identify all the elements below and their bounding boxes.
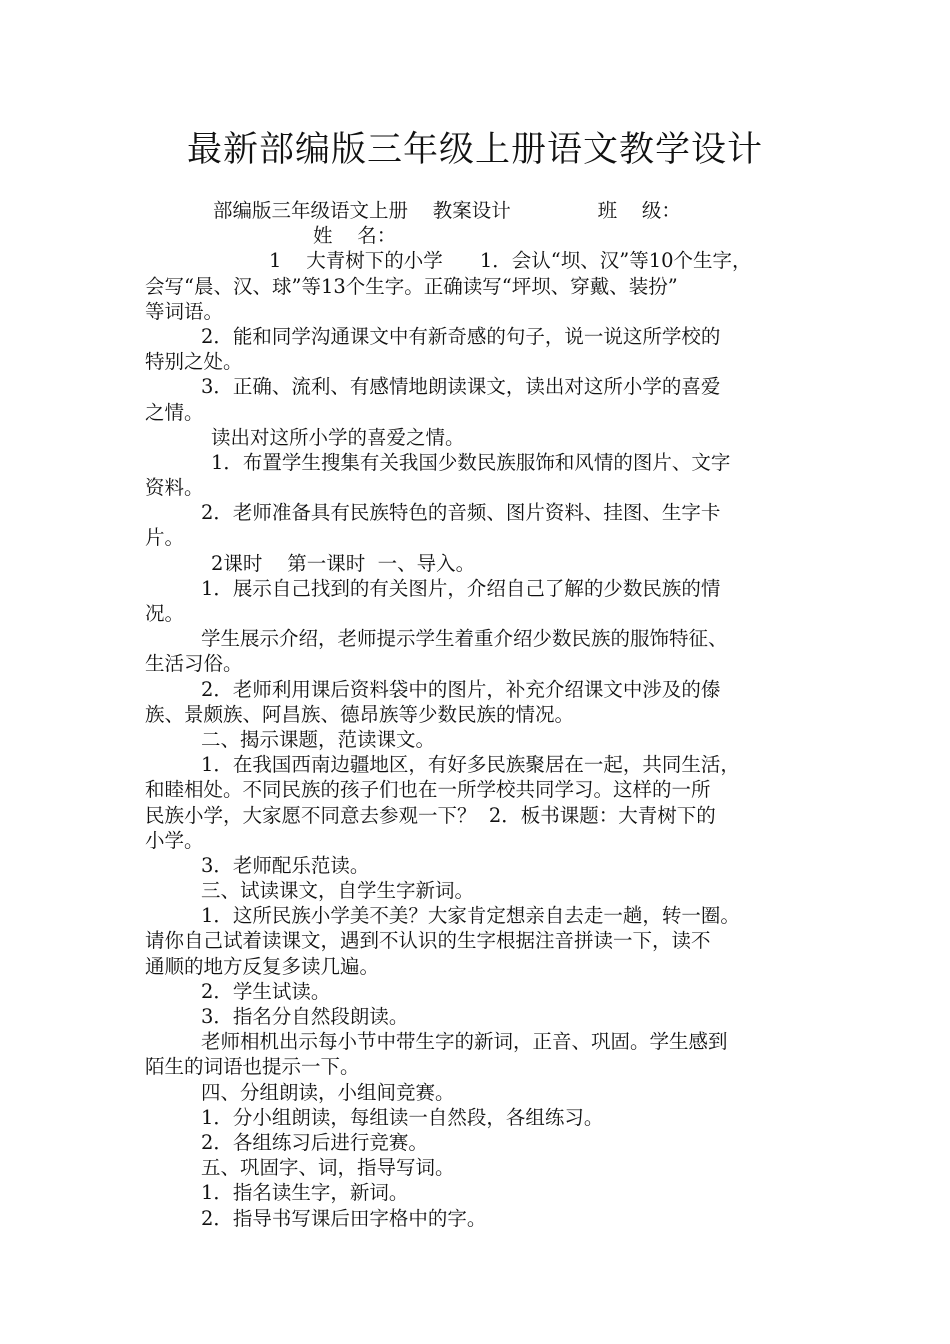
text-line: [145, 248, 810, 273]
text-line-content: 1．分小组朗读，每组读一自然段，各组练习。: [201, 1105, 604, 1129]
text-line-content: 部编版三年级语文上册 教案设计 班 级：: [213, 199, 681, 222]
text-line: [145, 677, 810, 702]
text-line: [145, 928, 810, 953]
text-line: [145, 828, 810, 853]
text-line: [145, 400, 810, 425]
text-line: [145, 1029, 810, 1054]
text-line-content: 会写“晨、汉、球”等13个生字。正确读写“坪坝、穿戴、装扮”: [145, 274, 678, 298]
text-line-content: 2．老师准备具有民族特色的音频、图片资料、挂图、生字卡: [201, 501, 721, 525]
document-body: [145, 198, 810, 1231]
text-line: [145, 727, 810, 752]
text-line-content: 五、巩固字、词，指导写词。: [201, 1156, 455, 1180]
text-line-content: 3．老师配乐范读。: [201, 853, 370, 877]
text-line-content: 读出对这所小学的喜爱之情。: [211, 425, 465, 449]
text-line: [145, 450, 810, 475]
text-line: [145, 324, 810, 349]
text-line-content: 民族小学，大家愿不同意去参观一下？ 2．板书课题：大青树下的: [145, 803, 716, 827]
text-line-content: 1．在我国西南边疆地区，有好多民族聚居在一起，共同生活，: [201, 753, 740, 777]
text-line: [145, 1080, 810, 1105]
text-line-content: 学生展示介绍，老师提示学生着重介绍少数民族的服饰特征、: [201, 627, 728, 651]
text-line: [145, 752, 810, 777]
text-line-content: 等词语。: [145, 299, 224, 323]
text-line-content: 小学。: [145, 828, 204, 852]
text-line-content: 3．正确、流利、有感情地朗读课文，读出对这所小学的喜爱: [201, 375, 721, 399]
text-line-content: 2．各组练习后进行竞赛。: [201, 1130, 428, 1154]
text-line: [145, 525, 810, 550]
text-line: [145, 979, 810, 1004]
text-line-content: 1 大青树下的小学 1．会认“坝、汉”等10个生字，: [269, 249, 752, 273]
text-line-content: 和睦相处。不同民族的孩子们也在一所学校共同学习。这样的一所: [145, 778, 711, 802]
text-line-content: 3．指名分自然段朗读。: [201, 1005, 409, 1028]
text-line: [145, 1155, 810, 1180]
text-line-content: 2．指导书写课后田字格中的字。: [201, 1206, 487, 1230]
text-line-content: 生活习俗。: [145, 652, 243, 676]
text-line-content: 资料。: [145, 476, 204, 500]
text-line-content: 请你自己试着读课文，遇到不认识的生字根据注音拼读一下，读不: [145, 929, 711, 953]
document-title: 最新部编版三年级上册语文教学设计: [186, 130, 763, 170]
text-line: [145, 903, 810, 928]
text-line: [145, 198, 810, 223]
text-line-content: 2课时 第一课时 一、导入。: [211, 551, 476, 575]
text-line: [145, 651, 810, 676]
text-line-content: 四、分组朗读，小组间竞赛。: [201, 1080, 455, 1104]
text-line-content: 1．展示自己找到的有关图片，介绍自己了解的少数民族的情: [201, 576, 721, 600]
text-line: [145, 803, 810, 828]
text-line-content: 1．布置学生搜集有关我国少数民族服饰和风情的图片、文字: [211, 450, 731, 474]
text-line-content: 三、试读课文，自学生字新词。: [201, 879, 475, 903]
text-line-content: 陌生的词语也提示一下。: [145, 1055, 360, 1079]
text-line: [145, 601, 810, 626]
text-line-content: 族、景颇族、阿昌族、德昂族等少数民族的情况。: [145, 702, 575, 726]
text-line-content: 1．这所民族小学美不美？大家肯定想亲自去走一趟，转一圈。: [201, 904, 740, 928]
text-line: [145, 1004, 810, 1029]
text-line: [145, 500, 810, 525]
text-line: [145, 576, 810, 601]
text-line-content: 2．能和同学沟通课文中有新奇感的句子，说一说这所学校的: [201, 324, 721, 348]
text-line: [145, 425, 810, 450]
text-line: [145, 223, 810, 248]
text-line-content: 2．老师利用课后资料袋中的图片，补充介绍课文中涉及的傣: [201, 677, 721, 701]
text-line: [145, 777, 810, 802]
text-line: [145, 702, 810, 727]
text-line: [145, 1105, 810, 1130]
text-line: [145, 374, 810, 399]
text-line-content: 姓 名：: [313, 224, 397, 248]
text-line: [145, 475, 810, 500]
text-line-content: 片。: [145, 526, 185, 550]
text-line: [145, 1206, 810, 1231]
text-line-content: 通顺的地方反复多读几遍。: [145, 954, 380, 978]
text-line-content: 之情。: [145, 400, 204, 424]
text-line-content: 2．学生试读。: [201, 979, 331, 1003]
text-line-content: 二、揭示课题，范读课文。: [201, 727, 436, 751]
text-line-content: 况。: [145, 602, 185, 625]
text-line: [145, 551, 810, 576]
text-line: [145, 1054, 810, 1079]
text-line: [145, 853, 810, 878]
text-line: [145, 878, 810, 903]
text-line: [145, 349, 810, 374]
text-line: [145, 626, 810, 651]
text-line: [145, 1130, 810, 1155]
text-line: [145, 299, 810, 324]
text-line: [145, 954, 810, 979]
text-line-content: 特别之处。: [145, 350, 243, 374]
text-line-content: 老师相机出示每小节中带生字的新词，正音、巩固。学生感到: [201, 1030, 728, 1054]
text-line-content: 1．指名读生字，新词。: [201, 1181, 409, 1205]
text-line: [145, 1180, 810, 1205]
text-line: [145, 274, 810, 299]
